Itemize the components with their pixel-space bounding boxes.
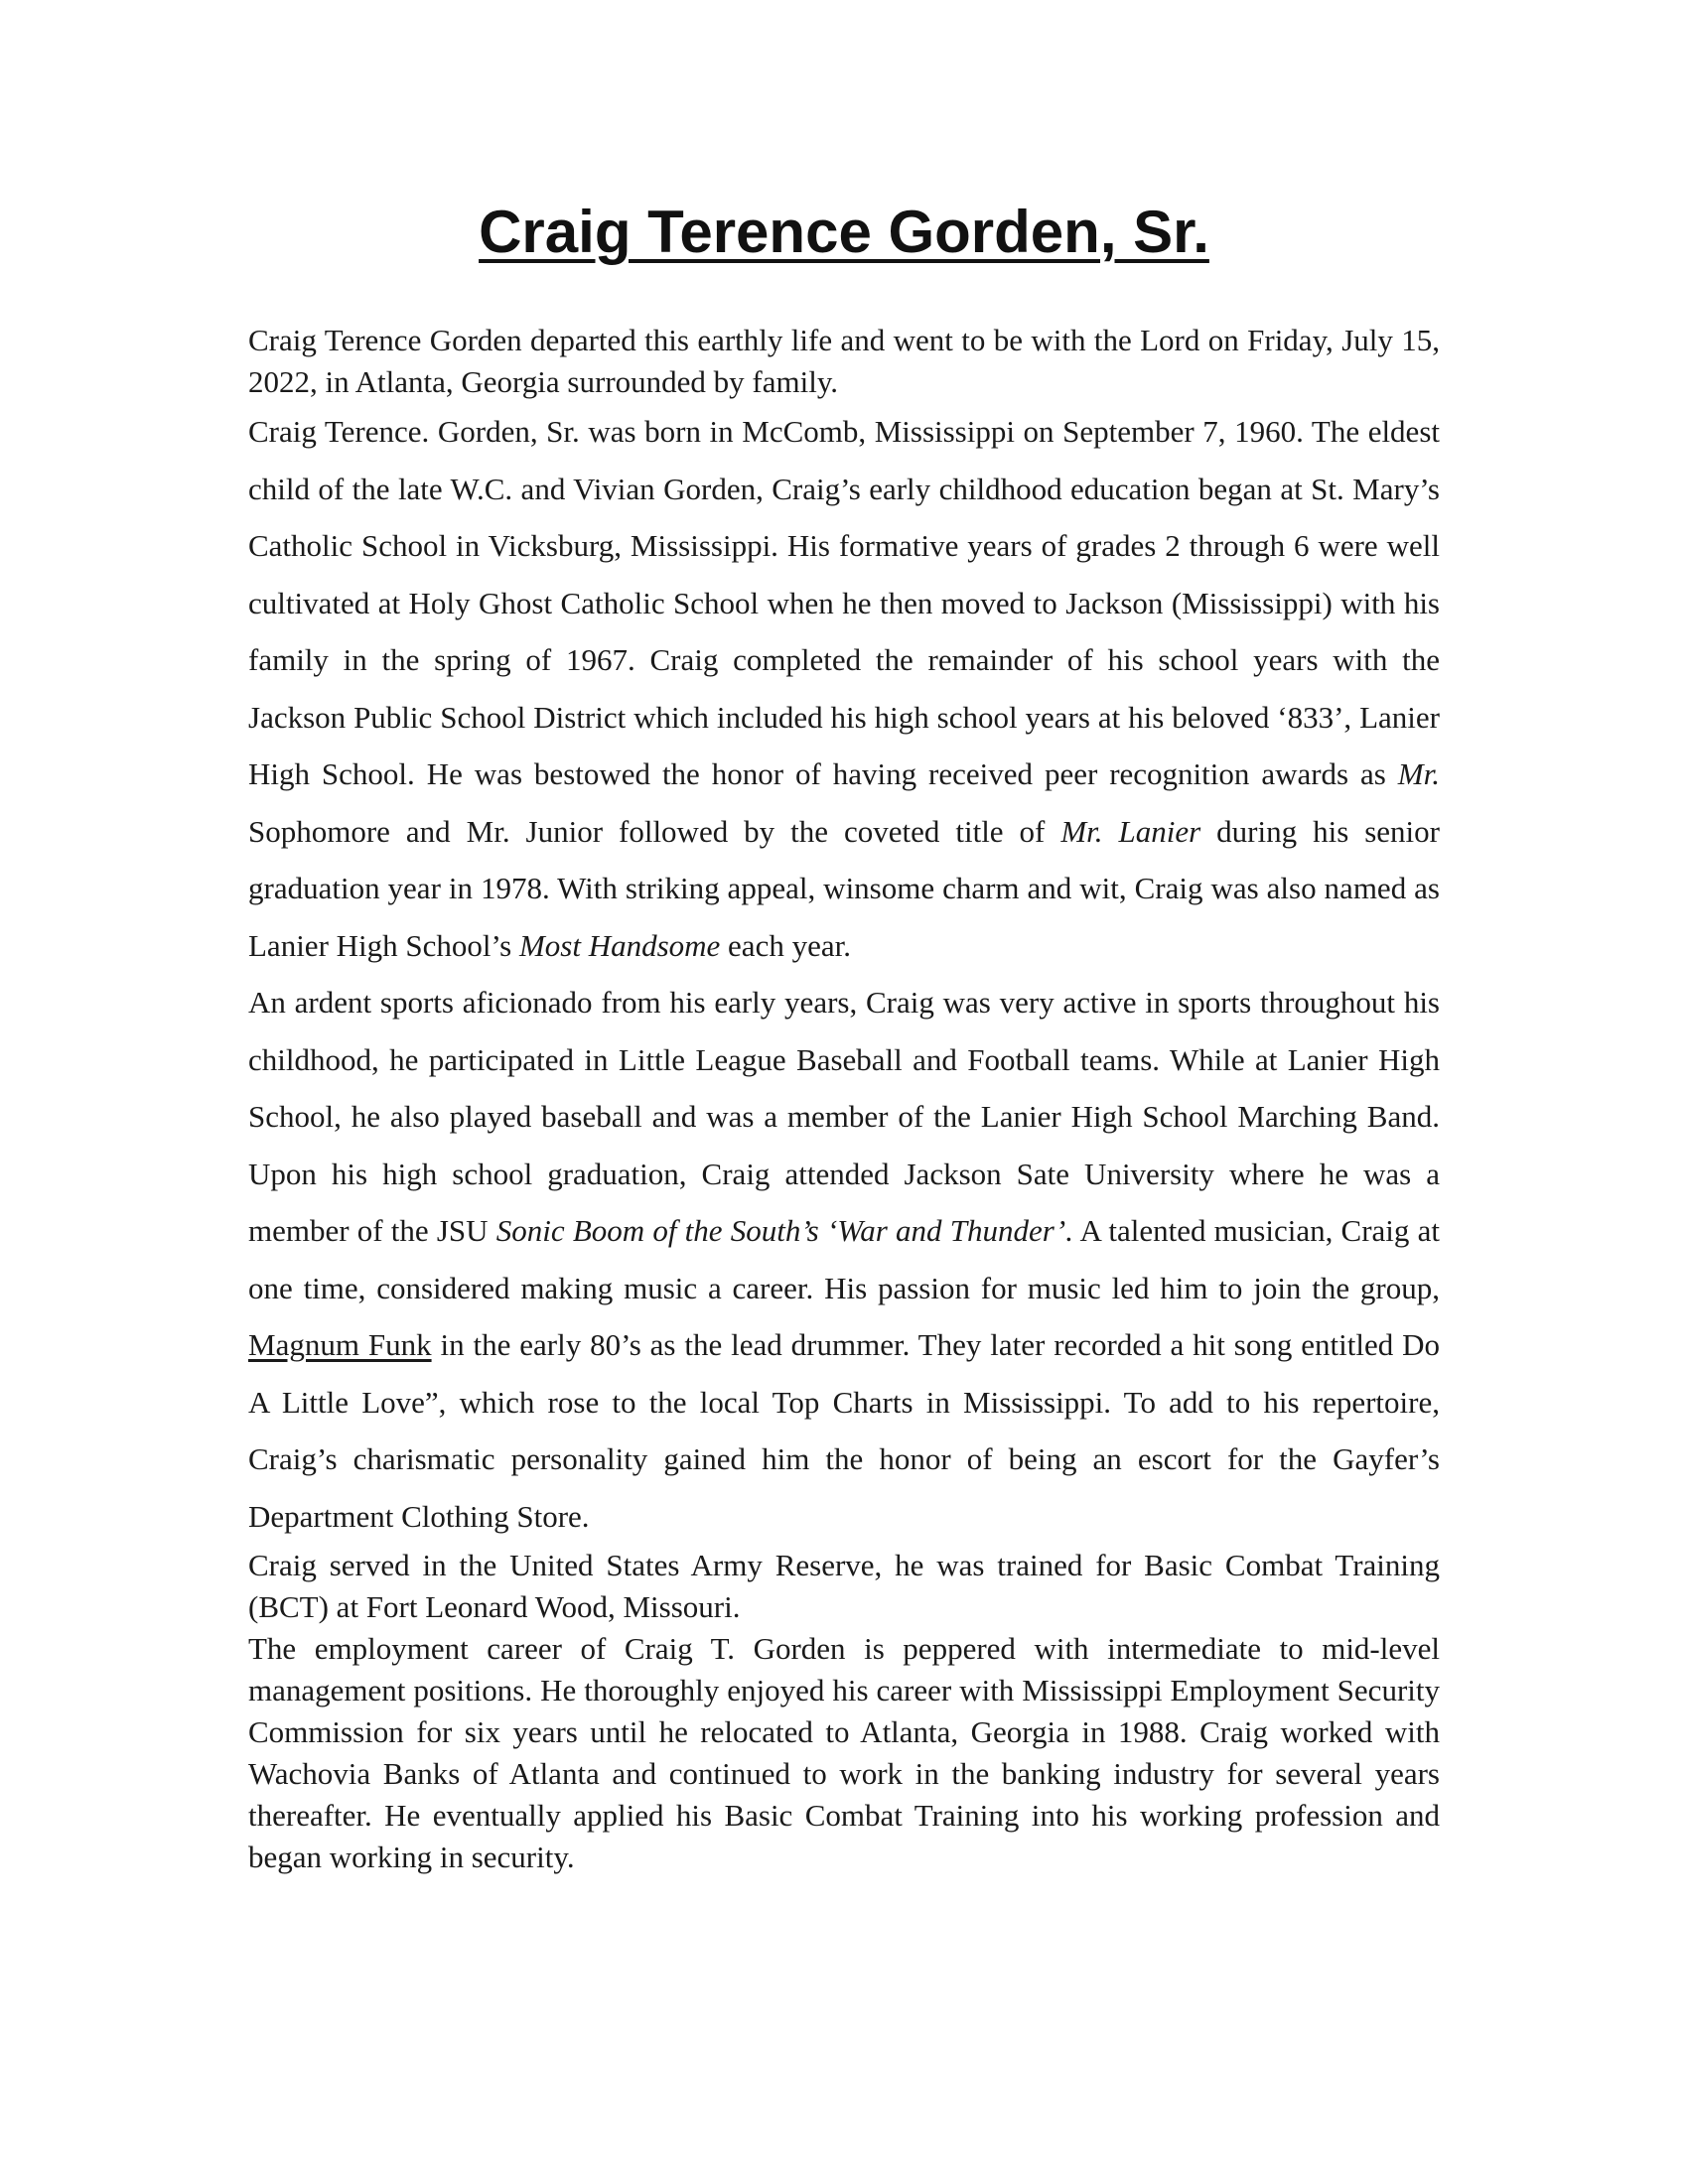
italic-text: Mr. Lanier [1060,813,1201,849]
italic-text: Sonic Boom of the South’s ‘War and Thunder’. [495,1213,1073,1248]
paragraph-military: Craig served in the United States Army Reserve, he was trained for Basic Combat Training (BCT) at Fort Leonard Wood, Missouri. [248,1548,1440,1624]
italic-text: Mr. [1397,756,1440,791]
document-title: Craig Terence Gorden, Sr. [479,199,1209,265]
paragraph-text: A talented musician, Craig at one time, considered making music a career. His passion for music led him to join the group, [248,1213,1440,1305]
document-body [248,320,1440,1878]
paragraph-text: Craig Terence. Gorden, Sr. was born in McComb, Mississippi on September 7, 1960. The eldest child of the late W.C. and Vivian Gorden, Craig’s early childhood education began at St. Mary’s Catholic School in Vicksburg, Mississippi. His formative years of grades 2 through 6 were well cultivated at Holy Ghost Catholic School when he then moved to Jackson (Mississippi) with his family in the spring of 1967. Craig completed the remainder of his school years with the Jackson Public School District which included his high school years at his beloved ‘833’, Lanier High School. He was bestowed the honor of having received peer recognition awards as [248,414,1440,791]
paragraph-sports-music [248,974,1440,1545]
underlined-band-name: Magnum Funk [248,1327,432,1362]
paragraph-text: An ardent sports aficionado from his early years, Craig was very active in sports throughout his childhood, he participated in Little League Baseball and Football teams. While at Lanier High School, he also played baseball and was a member of the Lanier High School Marching Band. Upon his high school graduation, Craig attended Jackson Sate University where he was a member of the JSU [248,985,1440,1248]
paragraph-text: Sophomore and Mr. Junior followed by the coveted title of [248,813,1061,849]
paragraph-career: The employment career of Craig T. Gorden is peppered with intermediate to mid-level management positions. He thoroughly enjoyed his career with Mississippi Employment Security Commission for six years until he relocated to Atlanta, Georgia in 1988. Craig worked with Wachovia Banks of Atlanta and continued to work in the banking industry for several years thereafter. He eventually applied his Basic Combat Training into his working profession and began working in security. [248,1631,1440,1874]
italic-text: Most Handsome [518,927,721,963]
paragraph-death-notice: Craig Terence Gorden departed this earthly life and went to be with the Lord on Friday, July 15, 2022, in Atlanta, Georgia surrounded by family. [248,323,1440,399]
paragraph-text: each year. [720,927,851,963]
paragraph-early-life [248,403,1440,974]
paragraph-text: in the early 80’s as the lead drummer. They later recorded a hit song entitled Do A Little Love”, which rose to the local Top Charts in Mississippi. To add to his repertoire, Craig’s charismatic personality gained him the honor of being an escort for the Gayfer’s Department Clothing Store. [248,1327,1440,1534]
paragraph-text: during his senior graduation year in 1978. With striking appeal, winsome charm and wit, Craig was also named as Lanier High School’s [248,813,1440,963]
